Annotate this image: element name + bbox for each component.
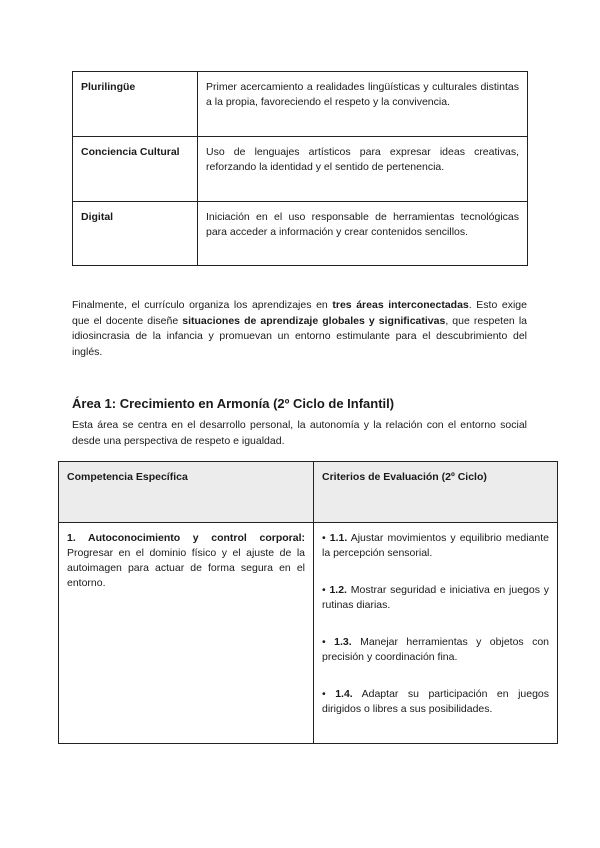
- bullet: •: [322, 532, 326, 544]
- bullet: •: [322, 636, 326, 648]
- criterion-number: 1.4.: [335, 688, 353, 700]
- competency-description: Uso de lenguajes artísticos para expresar ideas creativas, reforzando la identidad y el sentido de pertenencia.: [198, 137, 528, 202]
- criterion-text: Manejar herramientas y objetos con precisión y coordinación fina.: [322, 636, 550, 663]
- criterion-item: [322, 635, 549, 665]
- bullet: •: [322, 688, 326, 700]
- criterion-item: [322, 531, 549, 561]
- criteria-cell: [314, 523, 558, 744]
- criterion-text: Mostrar seguridad e iniciativa en juegos y rutinas diarias.: [322, 584, 549, 611]
- intro-bold-text: situaciones de aprendizaje globales y significativas: [182, 314, 446, 327]
- competency-description: Iniciación en el uso responsable de herramientas tecnológicas para acceder a información y crear contenidos sencillos.: [198, 202, 528, 266]
- area-description: Esta área se centra en el desarrollo personal, la autonomía y la relación con el entorno social desde una perspectiva de respeto e igualdad.: [72, 419, 527, 447]
- competency-description: Primer acercamiento a realidades lingüísticas y culturales distintas a la propia, favoreciendo el respeto y la convivencia.: [198, 72, 528, 137]
- criterion-text: Adaptar su participación en juegos dirigidos o libres a sus posibilidades.: [322, 688, 550, 715]
- table-row: [73, 72, 528, 137]
- competence-title: 1. Autoconocimiento y control corporal:: [67, 532, 305, 544]
- table-row: [73, 137, 528, 202]
- competency-name: Plurilingüe: [73, 72, 198, 137]
- intro-paragraph: [72, 298, 527, 360]
- table-row: [73, 202, 528, 266]
- area-table: [58, 461, 558, 744]
- criterion-number: 1.3.: [334, 636, 352, 648]
- intro-text: Finalmente, el currículo organiza los aprendizajes en: [72, 299, 333, 311]
- intro-bold-text: tres áreas interconectadas: [332, 299, 469, 311]
- competence-text: Progresar en el dominio físico y el ajuste de la autoimagen para actuar de forma segura en el entorno.: [67, 547, 305, 589]
- bullet: •: [322, 584, 326, 596]
- competency-name: Digital: [73, 202, 198, 266]
- criterion-number: 1.2.: [329, 584, 347, 596]
- competencies-table: [72, 71, 528, 266]
- competency-name: Conciencia Cultural: [73, 137, 198, 202]
- criterion-item: [322, 687, 549, 717]
- competence-cell: [59, 523, 314, 744]
- table-row: [59, 523, 558, 744]
- intro-text: . Esto exige que el docente diseñe: [72, 299, 527, 327]
- intro-text: , que respeten la idiosincrasia de la infancia y promuevan un entorno estimulante para el descubrimiento del inglés.: [72, 314, 527, 358]
- area-heading: Área 1: Crecimiento en Armonía (2º Ciclo de Infantil): [72, 396, 395, 411]
- column-header: Competencia Específica: [59, 462, 314, 523]
- criterion-number: 1.1.: [329, 532, 348, 544]
- criterion-item: [322, 583, 549, 613]
- column-header: Criterios de Evaluación (2º Ciclo): [314, 462, 558, 523]
- table-header-row: [59, 462, 558, 523]
- criterion-text: Ajustar movimientos y equilibrio mediante la percepción sensorial.: [322, 532, 549, 559]
